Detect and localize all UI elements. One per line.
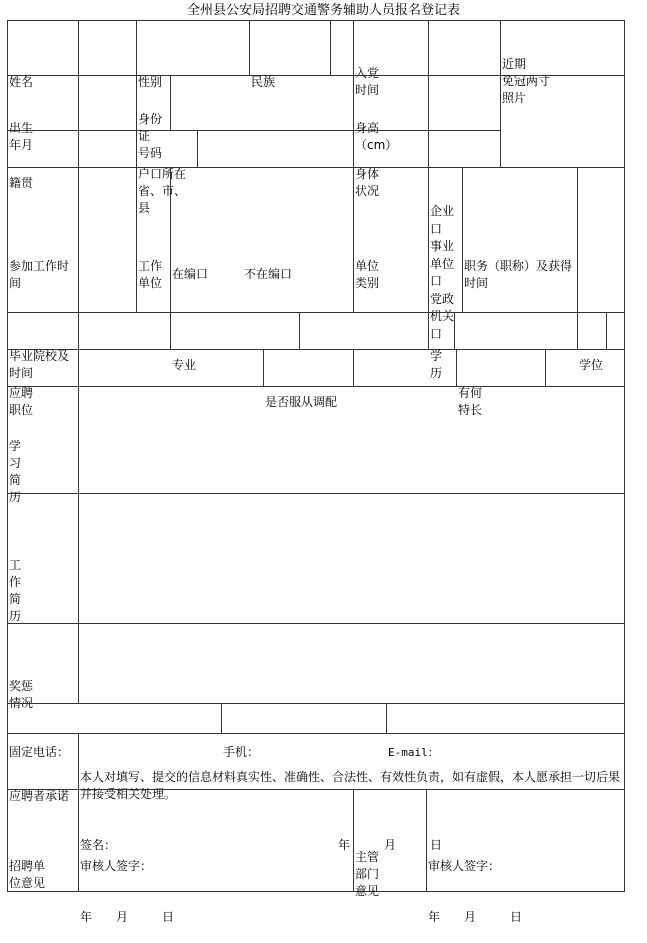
dept-opinion-label: 主管 部门 意见 (355, 850, 380, 898)
date-line-2 (428, 909, 623, 926)
title-time-label: 职务（职称）及获得时间 (464, 259, 573, 290)
phone-cell[interactable] (7, 703, 222, 759)
major-input-cell[interactable] (299, 312, 429, 350)
graduation-label-cell (7, 312, 79, 380)
obey-input-cell[interactable] (353, 349, 457, 387)
work-label: 工 作 简 历 (9, 558, 22, 623)
work-label-cell (7, 493, 79, 624)
pledge-day: 日 (430, 838, 443, 852)
date-line-1 (80, 909, 352, 926)
graduation-label: 毕业院校及 时间 (9, 349, 70, 380)
position-input-cell[interactable] (78, 349, 264, 387)
party-join-label-cell (353, 20, 429, 97)
unit-opinion-label-cell (7, 789, 79, 892)
date-month-1: 月 (116, 910, 129, 924)
in-quota-option[interactable]: 在编口 (172, 267, 209, 281)
ethnicity-label: 民族 (251, 75, 276, 89)
study-input-cell[interactable] (78, 386, 625, 494)
unit-type-label: 单位 类别 (355, 259, 380, 290)
work-unit-label: 工作 单位 (138, 259, 163, 290)
study-label-cell (7, 386, 79, 504)
awards-label-cell (7, 623, 79, 710)
title-time-input-cell[interactable] (577, 167, 625, 313)
name-input-cell[interactable] (78, 20, 137, 76)
date-month-2: 月 (464, 910, 477, 924)
gender-label: 性别 (138, 75, 163, 89)
gender-label-cell (136, 20, 250, 89)
degree-label-cell (577, 312, 607, 372)
education-label-cell (428, 312, 455, 380)
unit-type-options-cell[interactable] (428, 167, 463, 341)
party-join-input-cell[interactable] (428, 20, 501, 76)
awards-label: 奖惩 情况 (9, 679, 34, 710)
ethnicity-label-cell (249, 20, 331, 89)
pledge-year: 年 (338, 838, 351, 852)
not-in-quota-option[interactable]: 不在编口 (244, 267, 293, 281)
pledge-text: 本人对填写、提交的信息材料真实性、准确性、合法性、有效性负责，如有虚假，本人愿承担一切后果并接受相关处理。 (80, 770, 621, 801)
height-label-cell (353, 75, 429, 152)
ethnicity-input-cell[interactable] (330, 20, 354, 76)
work-start-input-cell[interactable] (78, 167, 137, 313)
height-input-cell[interactable] (428, 75, 501, 131)
photo-label: 近期 免冠两寸 照片 (502, 57, 551, 105)
photo-area (500, 75, 625, 168)
native-input-cell[interactable] (78, 130, 137, 168)
awards-input-cell[interactable] (78, 623, 625, 704)
education-input-cell[interactable] (454, 312, 578, 350)
hukou-input-cell[interactable] (197, 130, 354, 168)
date-day-1: 日 (162, 910, 175, 924)
unit-type-label-cell (353, 167, 429, 313)
pledge-label: 应聘者承诺 (9, 789, 70, 803)
date-year-1: 年 (80, 910, 93, 924)
position-label-cell (7, 349, 79, 417)
name-label: 姓名 (9, 75, 34, 89)
birth-input-cell[interactable] (78, 75, 137, 131)
unit-type-options[interactable]: 企业 口 事业 单位 口 党政 机关 口 (430, 204, 455, 341)
title-time-label-cell (462, 167, 578, 313)
name-label-cell (7, 20, 79, 89)
graduation-input-cell[interactable] (78, 312, 171, 350)
pledge-text-cell (78, 733, 625, 852)
quota-options (172, 266, 352, 283)
reviewer-sign-label-2: 审核人签字： (428, 859, 501, 873)
form-title: 全州县公安局招聘交通警务辅助人员报名登记表 (186, 3, 460, 18)
email-label: E-mail： (388, 746, 439, 759)
pledge-label-cell (7, 733, 79, 803)
party-join-label: 入党 时间 (355, 66, 380, 97)
specialty-label: 有何 特长 (458, 386, 483, 417)
height-label: 身高 （cm） (355, 121, 398, 152)
hukou-label: 户口所在 省、市、县 (138, 167, 187, 215)
native-label-cell (7, 130, 79, 190)
health-label: 身体 状况 (355, 167, 380, 198)
degree-label: 学位 (579, 358, 604, 372)
date-day-2: 日 (510, 910, 523, 924)
id-input-cell[interactable] (170, 75, 354, 131)
degree-input-cell[interactable] (606, 312, 625, 350)
hukou-label-cell (136, 130, 198, 215)
mobile-cell[interactable] (221, 703, 387, 759)
study-label: 学 习 简 历 (9, 439, 22, 504)
major-label-cell (170, 312, 300, 372)
health-input-cell[interactable] (428, 130, 501, 168)
work-start-label-cell (7, 167, 79, 313)
specialty-label-cell (456, 349, 546, 417)
date-year-2: 年 (428, 910, 441, 924)
id-label: 身份 证 号码 (138, 112, 163, 160)
dept-opinion-cell[interactable] (426, 789, 625, 924)
unit-opinion-cell[interactable] (78, 789, 354, 924)
mobile-label: 手机： (223, 745, 260, 759)
work-input-cell[interactable] (78, 493, 625, 624)
dept-opinion-label-cell (353, 789, 427, 898)
work-unit-label-cell (136, 167, 171, 313)
obey-label: 是否服从调配 (265, 395, 338, 409)
obey-label-cell (263, 349, 354, 409)
position-label: 应聘 职位 (9, 386, 34, 417)
education-label: 学 历 (430, 349, 443, 380)
pledge-sign-label: 签名： (80, 838, 117, 852)
phone-label: 固定电话： (9, 745, 70, 759)
work-start-label: 参加工作时间 (9, 259, 70, 290)
unit-opinion-label: 招聘单 位意见 (9, 859, 46, 890)
email-cell[interactable] (386, 703, 625, 759)
native-label: 籍贯 (9, 176, 34, 190)
major-label: 专业 (172, 358, 197, 372)
quota-cell[interactable] (170, 167, 354, 313)
photo-cell (500, 20, 625, 105)
pledge-month: 月 (384, 838, 397, 852)
id-label-cell (136, 75, 171, 160)
specialty-input-cell[interactable] (545, 349, 625, 387)
health-label-cell (353, 130, 429, 198)
birth-label: 出生 年月 (9, 121, 34, 152)
reviewer-sign-label-1: 审核人签字： (80, 859, 153, 873)
birth-label-cell (7, 75, 79, 152)
